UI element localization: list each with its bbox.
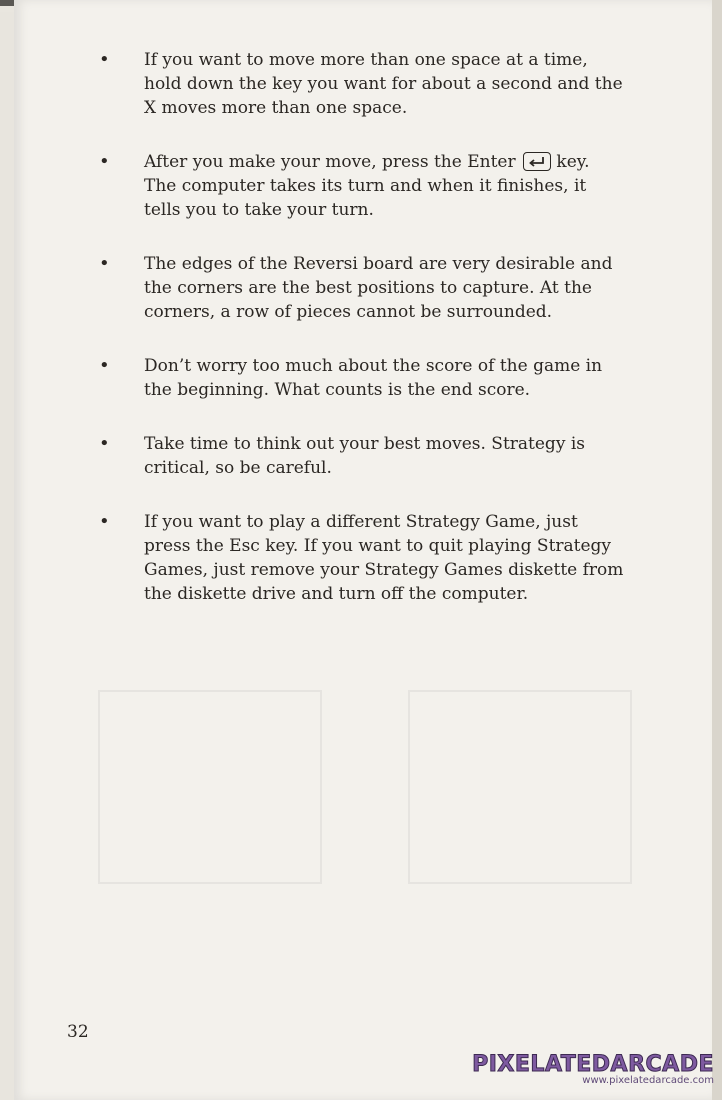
watermark-url: www.pixelatedarcade.com: [582, 1075, 714, 1086]
page-right-edge: [711, 0, 722, 1100]
bullet-icon: •: [99, 511, 110, 532]
instruction-item: [99, 510, 624, 606]
instruction-text: Take time to think out your best moves. Strategy is critical, so be careful.: [144, 434, 585, 478]
instruction-item: [99, 150, 624, 222]
instruction-text: If you want to move more than one space at a time, hold down the key you want for about a second and the X moves more than one space.: [144, 50, 623, 118]
instruction-text: key. The computer takes its turn and when it finishes, it tells you to take your turn.: [144, 152, 590, 220]
bullet-icon: •: [99, 355, 110, 376]
bullet-icon: •: [99, 49, 110, 70]
instruction-text: After you make your move, press the Enter: [144, 152, 516, 172]
instruction-text: The edges of the Reversi board are very desirable and the corners are the best positions to capture. At the corners, a row of pieces cannot be surrounded.: [144, 254, 613, 322]
binding-strip: [0, 12, 15, 1100]
instruction-list: [99, 48, 624, 606]
instruction-item: [99, 354, 624, 402]
instruction-text: If you want to play a different Strategy Game, just press the Esc key. If you want to quit playing Strategy Games, just remove your Strategy Games diskette from the diskette drive and turn off the computer.: [144, 512, 624, 604]
instruction-item: [99, 48, 624, 120]
bullet-icon: •: [99, 253, 110, 274]
watermark: [472, 1052, 714, 1086]
bullet-icon: •: [99, 151, 110, 172]
watermark-title: PIXELATEDARCADE: [472, 1052, 714, 1077]
enter-key-icon: [523, 152, 551, 171]
instruction-item: [99, 252, 624, 324]
bullet-icon: •: [99, 433, 110, 454]
manual-page: [14, 0, 712, 1100]
instruction-item: [99, 432, 624, 480]
page-number: 32: [67, 1022, 89, 1042]
instruction-text: Don’t worry too much about the score of the game in the beginning. What counts is the end score.: [144, 356, 603, 400]
